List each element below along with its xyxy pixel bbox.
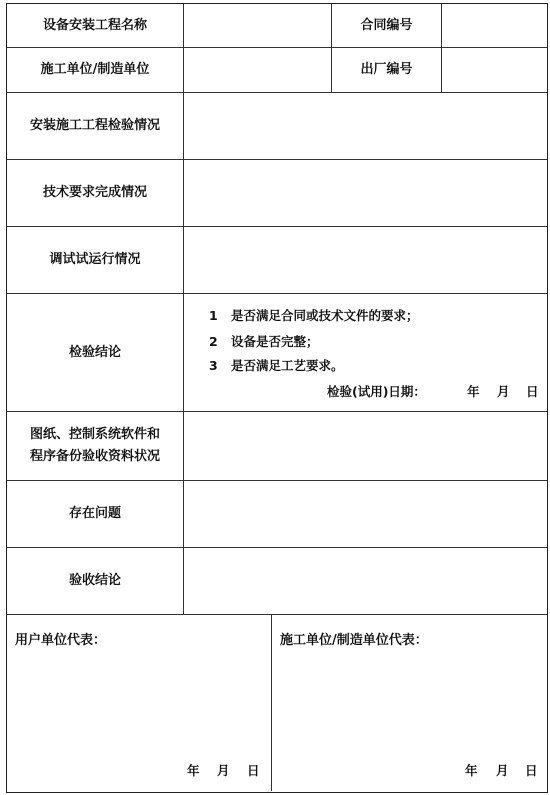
- factory-no-label: 出厂编号: [332, 48, 442, 92]
- drawings-value[interactable]: [184, 412, 547, 480]
- check-item-text: 是否满足合同或技术文件的要求；: [231, 308, 419, 323]
- row-acceptance-conclusion: [7, 548, 547, 615]
- inspection-date-year: 年: [467, 384, 480, 399]
- inspection-date-month: 月: [497, 384, 510, 399]
- install-inspection-label: 安装施工工程检验情况: [7, 93, 184, 159]
- project-name-label: 设备安装工程名称: [7, 4, 184, 47]
- inspection-date-day: 日: [526, 384, 539, 399]
- contract-no-value[interactable]: [442, 4, 547, 47]
- inspection-date-label: 检验(试用)日期：: [327, 384, 426, 399]
- acceptance-form: [6, 3, 548, 793]
- user-rep-cell[interactable]: [7, 615, 272, 791]
- check-item-3: [209, 356, 344, 374]
- contractor-rep-year: 年: [465, 763, 478, 778]
- contractor-rep-label: 施工单位/制造单位代表：: [280, 633, 428, 648]
- drawings-label-line1: 图纸、控制系统软件和: [29, 427, 160, 442]
- project-name-value[interactable]: [184, 4, 332, 47]
- contract-no-label: 合同编号: [332, 4, 442, 47]
- issues-label: 存在问题: [7, 481, 184, 547]
- check-item-text: 是否满足工艺要求。: [231, 358, 344, 373]
- user-rep-day: 日: [247, 763, 260, 778]
- check-item-text: 设备是否完整；: [231, 334, 319, 349]
- factory-no-value[interactable]: [442, 48, 547, 92]
- row-install-inspection: [7, 93, 547, 160]
- row-tech-requirements: [7, 160, 547, 227]
- user-rep-month: 月: [217, 763, 230, 778]
- acceptance-conclusion-label: 验收结论: [7, 548, 184, 614]
- check-item-number: 3: [209, 358, 218, 373]
- acceptance-conclusion-value[interactable]: [184, 548, 547, 614]
- contractor-value[interactable]: [184, 48, 332, 92]
- signature-section: [7, 615, 547, 791]
- row-inspection-conclusion: [7, 294, 547, 412]
- commissioning-label: 调试试运行情况: [7, 227, 184, 293]
- drawings-label-line2: 程序备份验收资料状况: [29, 449, 160, 464]
- inspection-conclusion-label: 检验结论: [7, 294, 184, 411]
- check-item-2: [209, 332, 319, 350]
- issues-value[interactable]: [184, 481, 547, 547]
- contractor-rep-month: 月: [496, 763, 509, 778]
- row-commissioning: [7, 227, 547, 294]
- drawings-label: [7, 412, 184, 480]
- contractor-label: 施工单位/制造单位: [7, 48, 184, 92]
- tech-requirements-label: 技术要求完成情况: [7, 160, 184, 226]
- row-contractor: [7, 48, 547, 93]
- check-item-number: 2: [209, 334, 218, 349]
- check-item-number: 1: [209, 308, 218, 323]
- row-issues: [7, 481, 547, 548]
- tech-requirements-value[interactable]: [184, 160, 547, 226]
- contractor-rep-cell[interactable]: [272, 615, 547, 791]
- row-project-name: [7, 4, 547, 48]
- install-inspection-value[interactable]: [184, 93, 547, 159]
- user-rep-label: 用户单位代表：: [15, 633, 107, 648]
- check-item-1: [209, 306, 419, 324]
- contractor-rep-day: 日: [525, 763, 538, 778]
- user-rep-year: 年: [187, 763, 200, 778]
- commissioning-value[interactable]: [184, 227, 547, 293]
- row-drawings: [7, 412, 547, 481]
